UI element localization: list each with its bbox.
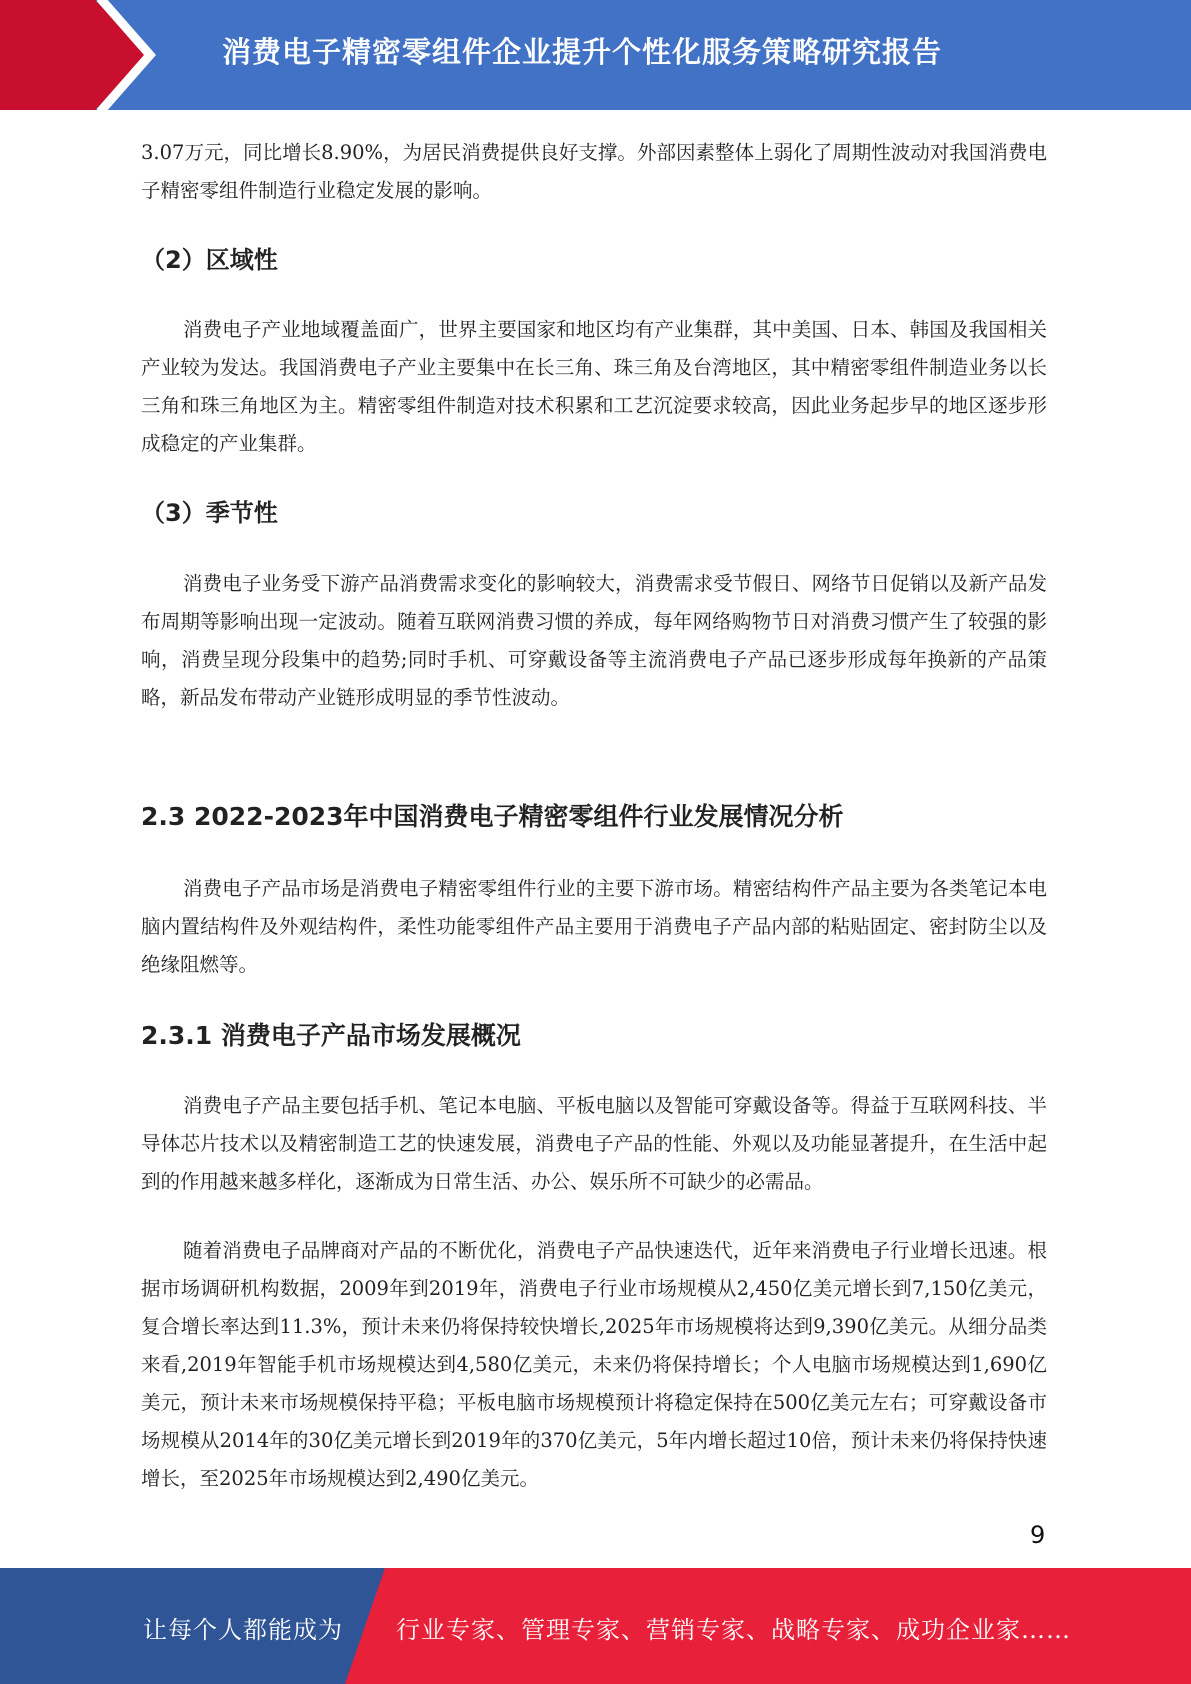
- intro-paragraph: 3.07万元，同比增长8.90%，为居民消费提供良好支撑。外部因素整体上弱化了周期性波动对我国消费电子精密零组件制造行业稳定发展的影响。: [141, 141, 1047, 202]
- regional-paragraph: 消费电子产业地域覆盖面广，世界主要国家和地区均有产业集群，其中美国、日本、韩国及我国相关产业较为发达。我国消费电子产业主要集中在长三角、珠三角及台湾地区，其中精密零组件制造业务以长三角和珠三角地区为主。精密零组件制造对技术积累和工艺沉淀要求较高，因此业务起步早的地区逐步形成稳定的产业集群。: [141, 318, 1047, 455]
- section-2-3-paragraph: 消费电子产品市场是消费电子精密零组件行业的主要下游市场。精密结构件产品主要为各类笔记本电脑内置结构件及外观结构件，柔性功能零组件产品主要用于消费电子产品内部的粘贴固定、密封防尘以及绝缘阻燃等。: [141, 877, 1047, 976]
- page-footer: [0, 1568, 1191, 1684]
- section-2-3-1-paragraph-a: 消费电子产品主要包括手机、笔记本电脑、平板电脑以及智能可穿戴设备等。得益于互联网科技、半导体芯片技术以及精密制造工艺的快速发展，消费电子产品的性能、外观以及功能显著提升，在生活中起到的作用越来越多样化，逐渐成为日常生活、办公、娱乐所不可缺少的必需品。: [141, 1094, 1047, 1193]
- header-arrow-decoration: [0, 0, 160, 110]
- page-header: [0, 0, 1191, 110]
- heading-section-2-3: 2.3 2022-2023年中国消费电子精密零组件行业发展情况分析: [141, 802, 844, 831]
- seasonal-paragraph: 消费电子业务受下游产品消费需求变化的影响较大，消费需求受节假日、网络节日促销以及新产品发布周期等影响出现一定波动。随着互联网消费习惯的养成，每年网络购物节日对消费习惯产生了较强的影响，消费呈现分段集中的趋势;同时手机、可穿戴设备等主流消费电子产品已逐步形成每年换新的产品策略，新品发布带动产业链形成明显的季节性波动。: [141, 572, 1047, 709]
- page-number: 9: [1030, 1521, 1046, 1549]
- heading-seasonal: （3）季节性: [141, 499, 278, 527]
- report-title: 消费电子精密零组件企业提升个性化服务策略研究报告: [222, 35, 943, 69]
- heading-section-2-3-1: 2.3.1 消费电子产品市场发展概况: [141, 1021, 521, 1050]
- footer-slogan-right: 行业专家、管理专家、营销专家、战略专家、成功企业家……: [396, 1616, 1071, 1644]
- footer-slogan-left: 让每个人都能成为: [143, 1616, 343, 1644]
- heading-regional: （2）区域性: [141, 246, 278, 274]
- section-2-3-1-paragraph-b: 随着消费电子品牌商对产品的不断优化，消费电子产品快速迭代，近年来消费电子行业增长迅速。根据市场调研机构数据，2009年到2019年，消费电子行业市场规模从2,450亿美元增长到7,150亿美元，复合增长率达到11.3%，预计未来仍将保持较快增长,2025年市场规模将达到9,390亿美元。从细分品类来看,2019年智能手机市场规模达到4,580亿美元，未来仍将保持增长；个人电脑市场规模达到1,690亿美元，预计未来市场规模保持平稳；平板电脑市场规模预计将稳定保持在500亿美元左右；可穿戴设备市场规模从2014年的30亿美元增长到2019年的370亿美元，5年内增长超过10倍，预计未来仍将保持快速增长，至2025年市场规模达到2,490亿美元。: [141, 1239, 1047, 1490]
